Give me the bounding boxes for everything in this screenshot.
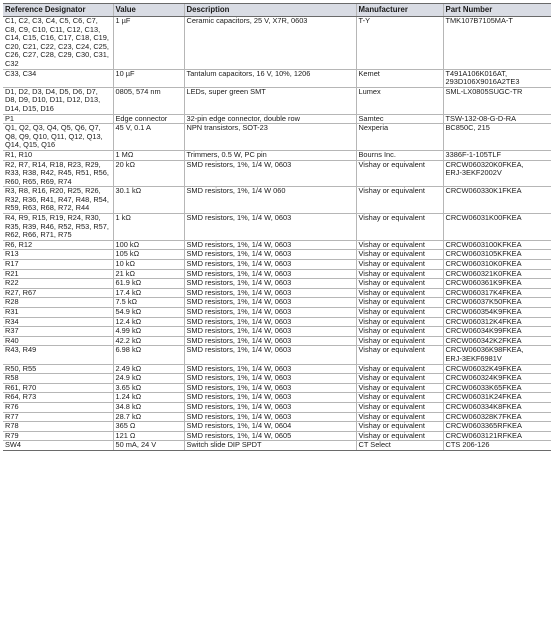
part-number-cell: [443, 150, 551, 160]
table-row: [3, 402, 551, 412]
part-number-cell: [443, 187, 551, 214]
manufacturer-cell: Vishay or equivalent: [356, 422, 443, 432]
reference-designator-cell: R31: [3, 308, 113, 318]
reference-designator-cell: R77: [3, 412, 113, 422]
part-number-cell: [443, 87, 551, 114]
table-row: [3, 308, 551, 318]
table-body: [3, 17, 551, 451]
table-row: [3, 374, 551, 384]
header-value: Value: [113, 4, 184, 17]
table-row: [3, 393, 551, 403]
manufacturer-cell: Vishay or equivalent: [356, 187, 443, 214]
part-number-line: T491A106K016AT,: [445, 68, 507, 78]
description-cell: SMD resistors, 1%, 1/4 W, 0603: [184, 393, 356, 403]
value-cell: 21 kΩ: [113, 269, 184, 279]
manufacturer-cell: Vishay or equivalent: [356, 336, 443, 346]
part-number-cell: [443, 402, 551, 412]
value-cell: 1 MΩ: [113, 150, 184, 160]
description-cell: SMD resistors, 1%, 1/4 W, 0603: [184, 346, 356, 364]
part-number-line: CRCW0603100KFKEA: [445, 239, 522, 249]
description-cell: SMD resistors, 1%, 1/4 W 060: [184, 187, 356, 214]
manufacturer-cell: Kemet: [356, 69, 443, 87]
value-cell: 45 V, 0.1 A: [113, 124, 184, 151]
value-cell: 1 µF: [113, 17, 184, 70]
description-cell: SMD resistors, 1%, 1/4 W, 0603: [184, 298, 356, 308]
manufacturer-cell: Vishay or equivalent: [356, 308, 443, 318]
part-number-line: CRCW060324K9FKEA: [445, 373, 522, 383]
manufacturer-cell: Vishay or equivalent: [356, 374, 443, 384]
reference-designator-cell: C33, C34: [3, 69, 113, 87]
part-number-line: CRCW060320K0FKEA,: [445, 159, 524, 169]
value-cell: 10 kΩ: [113, 260, 184, 270]
value-cell: 10 µF: [113, 69, 184, 87]
manufacturer-cell: Vishay or equivalent: [356, 383, 443, 393]
value-cell: 100 kΩ: [113, 240, 184, 250]
bill-of-materials-table: [3, 3, 551, 451]
reference-designator-cell: R28: [3, 298, 113, 308]
part-number-line: CRCW060330K1FKEA: [445, 186, 522, 196]
part-number-cell: [443, 17, 551, 70]
reference-designator-cell: R34: [3, 317, 113, 327]
header-row: [3, 4, 551, 17]
manufacturer-cell: Vishay or equivalent: [356, 431, 443, 441]
manufacturer-cell: Vishay or equivalent: [356, 288, 443, 298]
manufacturer-cell: Vishay or equivalent: [356, 269, 443, 279]
header-description: Description: [184, 4, 356, 17]
part-number-line: CRCW0603121RFKEA: [445, 430, 522, 440]
value-cell: 50 mA, 24 V: [113, 441, 184, 451]
value-cell: 20 kΩ: [113, 160, 184, 187]
part-number-line: CRCW06031K24FKEA: [445, 392, 522, 402]
table-row: [3, 422, 551, 432]
manufacturer-cell: Vishay or equivalent: [356, 160, 443, 187]
part-number-line: CRCW06031K00FKEA: [445, 213, 522, 223]
value-cell: 3.65 kΩ: [113, 383, 184, 393]
part-number-cell: [443, 260, 551, 270]
value-cell: 1 kΩ: [113, 214, 184, 241]
table-header: [3, 4, 551, 17]
manufacturer-cell: Vishay or equivalent: [356, 412, 443, 422]
reference-designator-cell: R6, R12: [3, 240, 113, 250]
description-cell: SMD resistors, 1%, 1/4 W, 0603: [184, 288, 356, 298]
value-cell: 17.4 kΩ: [113, 288, 184, 298]
value-cell: 24.9 kΩ: [113, 374, 184, 384]
value-cell: 365 Ω: [113, 422, 184, 432]
reference-designator-cell: R79: [3, 431, 113, 441]
part-number-cell: [443, 214, 551, 241]
reference-designator-cell: D1, D2, D3, D4, D5, D6, D7, D8, D9, D10, D11, D12, D13, D14, D15, D16: [3, 87, 113, 114]
reference-designator-cell: Q1, Q2, Q3, Q4, Q5, Q6, Q7, Q8, Q9, Q10, Q11, Q12, Q13, Q14, Q15, Q16: [3, 124, 113, 151]
table-row: [3, 441, 551, 451]
value-cell: 12.4 kΩ: [113, 317, 184, 327]
header-manufacturer: Manufacturer: [356, 4, 443, 17]
manufacturer-cell: Lumex: [356, 87, 443, 114]
reference-designator-cell: R21: [3, 269, 113, 279]
description-cell: SMD resistors, 1%, 1/4 W, 0603: [184, 317, 356, 327]
part-number-line: CRCW060321K0FKEA: [445, 268, 522, 278]
table-row: [3, 69, 551, 87]
part-number-line: CRCW0603105KFKEA: [445, 249, 522, 259]
reference-designator-cell: SW4: [3, 441, 113, 451]
description-cell: SMD resistors, 1%, 1/4 W, 0603: [184, 214, 356, 241]
reference-designator-cell: P1: [3, 114, 113, 124]
reference-designator-cell: R3, R8, R16, R20, R25, R26, R32, R36, R41, R47, R48, R54, R59, R63, R68, R72, R44: [3, 187, 113, 214]
reference-designator-cell: R43, R49: [3, 346, 113, 364]
part-number-line: CRCW060317K4FKEA: [445, 287, 522, 297]
part-number-cell: [443, 393, 551, 403]
reference-designator-cell: R37: [3, 327, 113, 337]
table-row: [3, 124, 551, 151]
part-number-line: CRCW06032K49FKEA: [445, 363, 522, 373]
value-cell: 7.5 kΩ: [113, 298, 184, 308]
description-cell: NPN transistors, SOT-23: [184, 124, 356, 151]
description-cell: SMD resistors, 1%, 1/4 W, 0603: [184, 383, 356, 393]
part-number-line: CRCW060310K0FKEA: [445, 259, 522, 269]
part-number-line: CRCW060361K9FKEA: [445, 278, 522, 288]
description-cell: SMD resistors, 1%, 1/4 W, 0603: [184, 279, 356, 289]
part-number-line: BC850C, 215: [445, 123, 490, 133]
description-cell: SMD resistors, 1%, 1/4 W, 0603: [184, 260, 356, 270]
reference-designator-cell: R13: [3, 250, 113, 260]
manufacturer-cell: Vishay or equivalent: [356, 279, 443, 289]
part-number-line: TMK107B7105MA-T: [445, 16, 513, 25]
value-cell: 105 kΩ: [113, 250, 184, 260]
description-cell: SMD resistors, 1%, 1/4 W, 0603: [184, 402, 356, 412]
description-cell: SMD resistors, 1%, 1/4 W, 0603: [184, 327, 356, 337]
value-cell: 2.49 kΩ: [113, 364, 184, 374]
part-number-line: TSW-132-08-G-D-RA: [445, 113, 516, 123]
part-number-line: CRCW060342K2FKEA: [445, 335, 522, 345]
part-number-line: 293D106X9016A2TE3: [445, 77, 520, 87]
reference-designator-cell: R58: [3, 374, 113, 384]
value-cell: 42.2 kΩ: [113, 336, 184, 346]
part-number-line: ERJ-3EKF6981V: [445, 353, 502, 363]
part-number-line: CRCW06034K99FKEA: [445, 326, 522, 336]
table-row: [3, 87, 551, 114]
manufacturer-cell: Vishay or equivalent: [356, 240, 443, 250]
reference-designator-cell: R1, R10: [3, 150, 113, 160]
manufacturer-cell: Vishay or equivalent: [356, 317, 443, 327]
manufacturer-cell: Vishay or equivalent: [356, 364, 443, 374]
part-number-line: CRCW060328K7FKEA: [445, 411, 522, 421]
part-number-line: ERJ-3EKF2002V: [445, 168, 502, 178]
reference-designator-cell: R22: [3, 279, 113, 289]
part-number-line: CRCW060354K9FKEA: [445, 307, 522, 316]
table-row: [3, 327, 551, 337]
table-row: [3, 279, 551, 289]
description-cell: LEDs, super green SMT: [184, 87, 356, 114]
part-number-cell: [443, 160, 551, 187]
part-number-line: CTS 206-126: [445, 440, 490, 450]
part-number-line: CRCW060312K4FKEA: [445, 316, 522, 326]
table-row: [3, 214, 551, 241]
table-row: [3, 17, 551, 70]
manufacturer-cell: Vishay or equivalent: [356, 393, 443, 403]
table-row: [3, 160, 551, 187]
manufacturer-cell: Nexperia: [356, 124, 443, 151]
header-part-number: Part Number: [443, 4, 551, 17]
value-cell: 0805, 574 nm: [113, 87, 184, 114]
table-row: [3, 346, 551, 364]
description-cell: SMD resistors, 1%, 1/4 W, 0603: [184, 374, 356, 384]
manufacturer-cell: Vishay or equivalent: [356, 346, 443, 364]
manufacturer-cell: Samtec: [356, 114, 443, 124]
value-cell: 121 Ω: [113, 431, 184, 441]
description-cell: Trimmers, 0.5 W, PC pin: [184, 150, 356, 160]
reference-designator-cell: R61, R70: [3, 383, 113, 393]
description-cell: 32-pin edge connector, double row: [184, 114, 356, 124]
manufacturer-cell: Vishay or equivalent: [356, 260, 443, 270]
reference-designator-cell: R78: [3, 422, 113, 432]
manufacturer-cell: Vishay or equivalent: [356, 298, 443, 308]
manufacturer-cell: Vishay or equivalent: [356, 327, 443, 337]
description-cell: SMD resistors, 1%, 1/4 W, 0603: [184, 364, 356, 374]
manufacturer-cell: Vishay or equivalent: [356, 402, 443, 412]
value-cell: 28.7 kΩ: [113, 412, 184, 422]
manufacturer-cell: CT Select: [356, 441, 443, 451]
reference-designator-cell: R17: [3, 260, 113, 270]
part-number-line: CRCW06033K65FKEA: [445, 382, 522, 392]
value-cell: Edge connector: [113, 114, 184, 124]
part-number-line: CRCW0603365RFKEA: [445, 421, 522, 431]
part-number-cell: [443, 374, 551, 384]
description-cell: SMD resistors, 1%, 1/4 W, 0605: [184, 431, 356, 441]
part-number-cell: [443, 327, 551, 337]
header-reference-designator: Reference Designator: [3, 4, 113, 17]
part-number-cell: [443, 69, 551, 87]
reference-designator-cell: R50, R55: [3, 364, 113, 374]
value-cell: 61.9 kΩ: [113, 279, 184, 289]
reference-designator-cell: C1, C2, C3, C4, C5, C6, C7, C8, C9, C10, C11, C12, C13, C14, C15, C16, C17, C18, C19, C20, C21, C22, C23, C24, C25, C26, C27, C28, C29, C30, C31, C32: [3, 17, 113, 70]
part-number-line: CRCW06037K50FKEA: [445, 297, 522, 307]
table-row: [3, 260, 551, 270]
part-number-line: 3386F-1-105TLF: [445, 149, 501, 159]
description-cell: SMD resistors, 1%, 1/4 W, 0604: [184, 422, 356, 432]
part-number-line: CRCW06036K98FKEA,: [445, 345, 524, 355]
description-cell: SMD resistors, 1%, 1/4 W, 0603: [184, 240, 356, 250]
description-cell: Ceramic capacitors, 25 V, X7R, 0603: [184, 17, 356, 70]
reference-designator-cell: R27, R67: [3, 288, 113, 298]
table-row: [3, 150, 551, 160]
reference-designator-cell: R2, R7, R14, R18, R23, R29, R33, R38, R42, R45, R51, R56, R60, R65, R69, R74: [3, 160, 113, 187]
table-row: [3, 187, 551, 214]
part-number-cell: [443, 124, 551, 151]
part-number-cell: [443, 422, 551, 432]
reference-designator-cell: R40: [3, 336, 113, 346]
manufacturer-cell: Vishay or equivalent: [356, 250, 443, 260]
part-number-line: SML-LX0805SUGC-TR: [445, 86, 523, 96]
value-cell: 34.8 kΩ: [113, 402, 184, 412]
reference-designator-cell: R76: [3, 402, 113, 412]
description-cell: SMD resistors, 1%, 1/4 W, 0603: [184, 308, 356, 318]
value-cell: 4.99 kΩ: [113, 327, 184, 337]
manufacturer-cell: Vishay or equivalent: [356, 214, 443, 241]
part-number-cell: [443, 308, 551, 318]
part-number-cell: [443, 346, 551, 364]
part-number-line: CRCW060334K8FKEA: [445, 401, 522, 411]
description-cell: Tantalum capacitors, 16 V, 10%, 1206: [184, 69, 356, 87]
value-cell: 30.1 kΩ: [113, 187, 184, 214]
part-number-cell: [443, 279, 551, 289]
description-cell: SMD resistors, 1%, 1/4 W, 0603: [184, 412, 356, 422]
reference-designator-cell: R4, R9, R15, R19, R24, R30, R35, R39, R46, R52, R53, R57, R62, R66, R71, R75: [3, 214, 113, 241]
reference-designator-cell: R64, R73: [3, 393, 113, 403]
value-cell: 1.24 kΩ: [113, 393, 184, 403]
description-cell: SMD resistors, 1%, 1/4 W, 0603: [184, 160, 356, 187]
description-cell: Switch slide DIP SPDT: [184, 441, 356, 451]
description-cell: SMD resistors, 1%, 1/4 W, 0603: [184, 250, 356, 260]
description-cell: SMD resistors, 1%, 1/4 W, 0603: [184, 336, 356, 346]
description-cell: SMD resistors, 1%, 1/4 W, 0603: [184, 269, 356, 279]
value-cell: 6.98 kΩ: [113, 346, 184, 364]
manufacturer-cell: T-Y: [356, 17, 443, 70]
manufacturer-cell: Bourns Inc.: [356, 150, 443, 160]
value-cell: 54.9 kΩ: [113, 308, 184, 318]
part-number-cell: [443, 441, 551, 451]
